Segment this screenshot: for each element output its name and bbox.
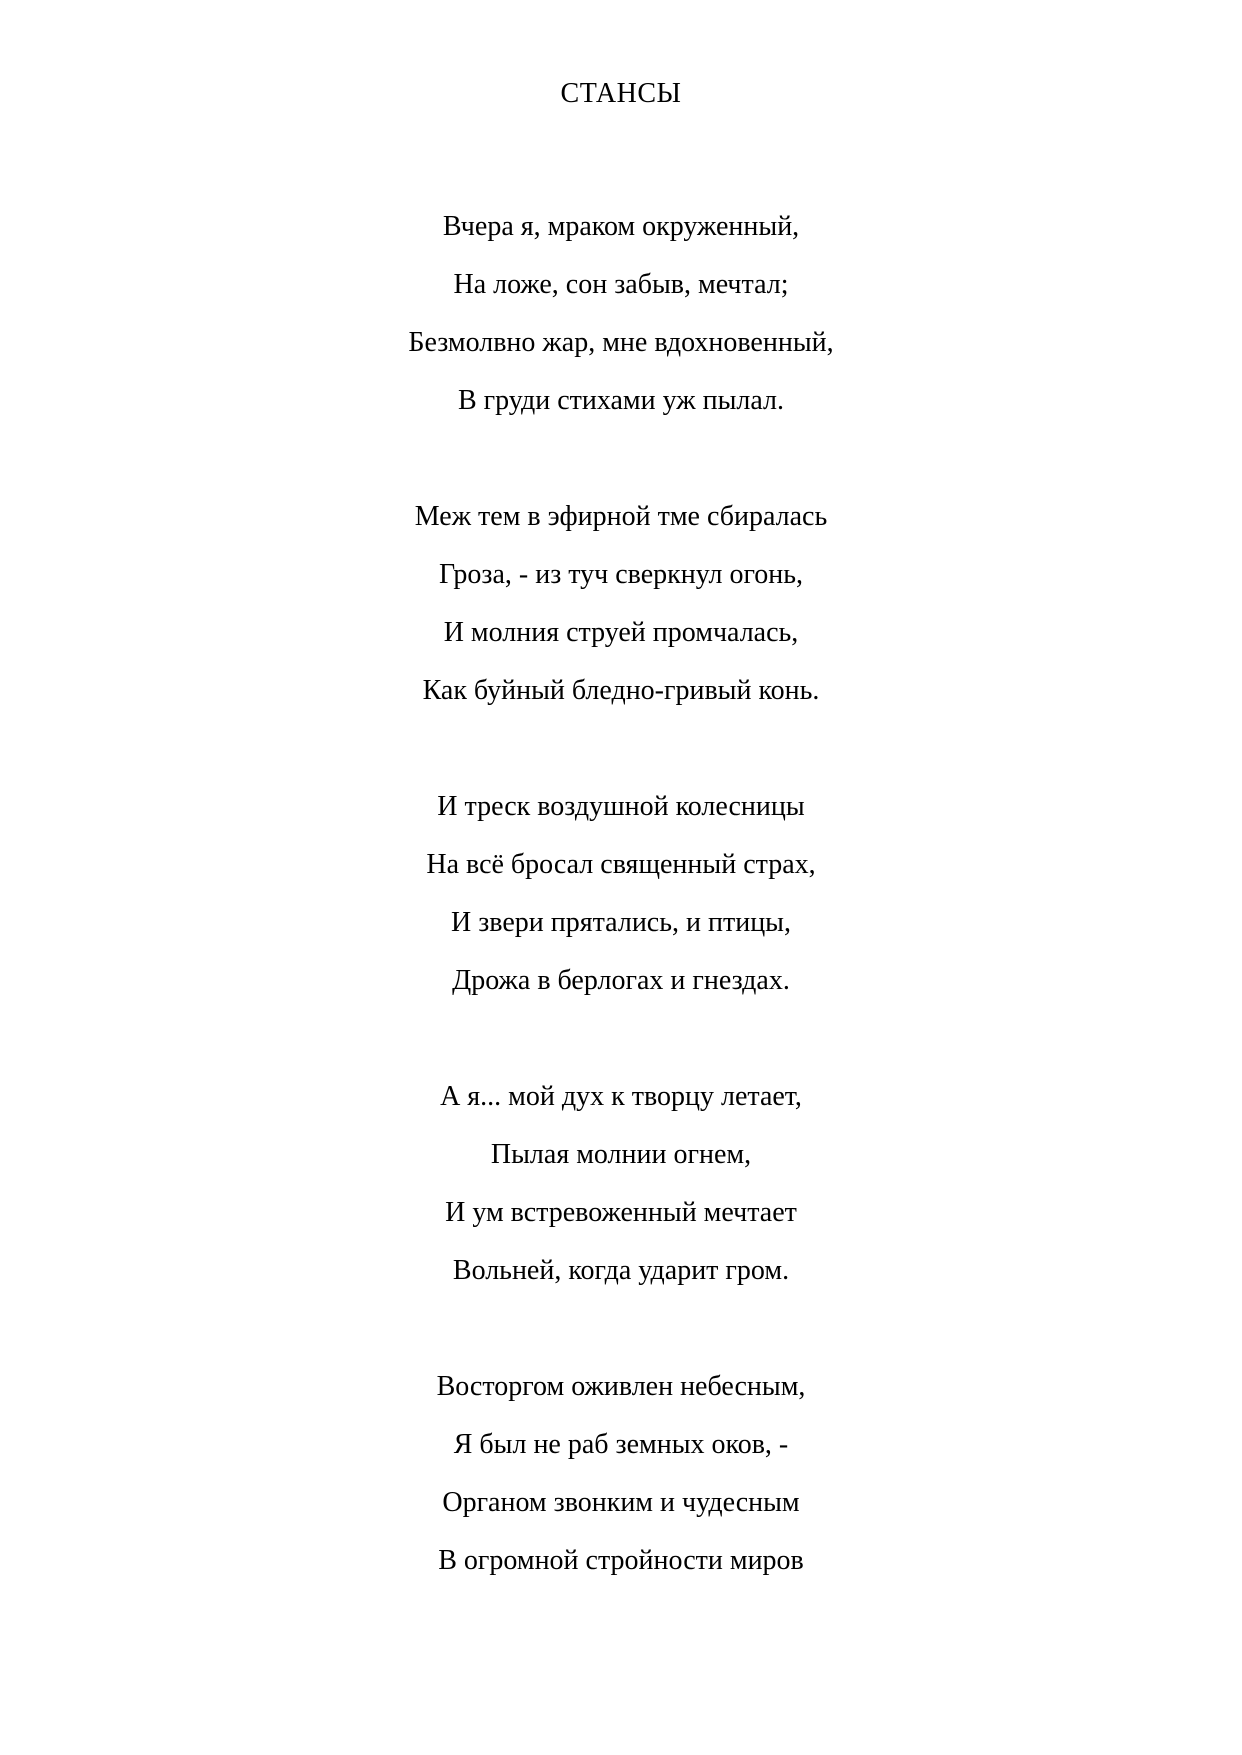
poem-line: Восторгом оживлен небесным, — [436, 1371, 806, 1402]
poem-line: И звери прятались, и птицы, — [450, 907, 791, 938]
poem-line: Безмолвно жар, мне вдохновенный, — [408, 327, 834, 358]
poem-line: Пылая молнии огнем, — [490, 1139, 752, 1170]
poem-line: Дрожа в берлогах и гнездах. — [452, 965, 790, 996]
poem-line: Вчера я, мраком окруженный, — [442, 211, 800, 242]
poem-line: И молния струей промчалась, — [443, 617, 799, 648]
stanza-1 — [0, 198, 1242, 430]
poem-line: Я был не раб земных оков, - — [453, 1429, 789, 1460]
poem-line: На всё бросал священный страх, — [426, 849, 816, 880]
poem-body — [0, 198, 1242, 1648]
stanza-5 — [0, 1358, 1242, 1590]
stanza-3 — [0, 778, 1242, 1010]
poem-line: Органом звонким и чудесным — [442, 1487, 800, 1518]
poem-line: И ум встревоженный мечтает — [445, 1197, 797, 1228]
poem-line: Меж тем в эфирной тме сбиралась — [414, 501, 828, 532]
poem-line: И треск воздушной колесницы — [437, 791, 805, 822]
poem-line: Вольней, когда ударит гром. — [452, 1255, 790, 1286]
poem-title: СТАНСЫ — [560, 78, 682, 109]
poem-line: Как буйный бледно-гривый конь. — [422, 675, 820, 706]
poem-line: На ложе, сон забыв, мечтал; — [453, 269, 789, 300]
poem-line: А я... мой дух к творцу летает, — [440, 1081, 802, 1112]
stanza-4 — [0, 1068, 1242, 1300]
stanza-2 — [0, 488, 1242, 720]
poem-line: Гроза, - из туч сверкнул огонь, — [438, 559, 803, 590]
poem-line: В груди стихами уж пылал. — [457, 385, 785, 416]
poem-line: В огромной стройности миров — [438, 1545, 804, 1576]
